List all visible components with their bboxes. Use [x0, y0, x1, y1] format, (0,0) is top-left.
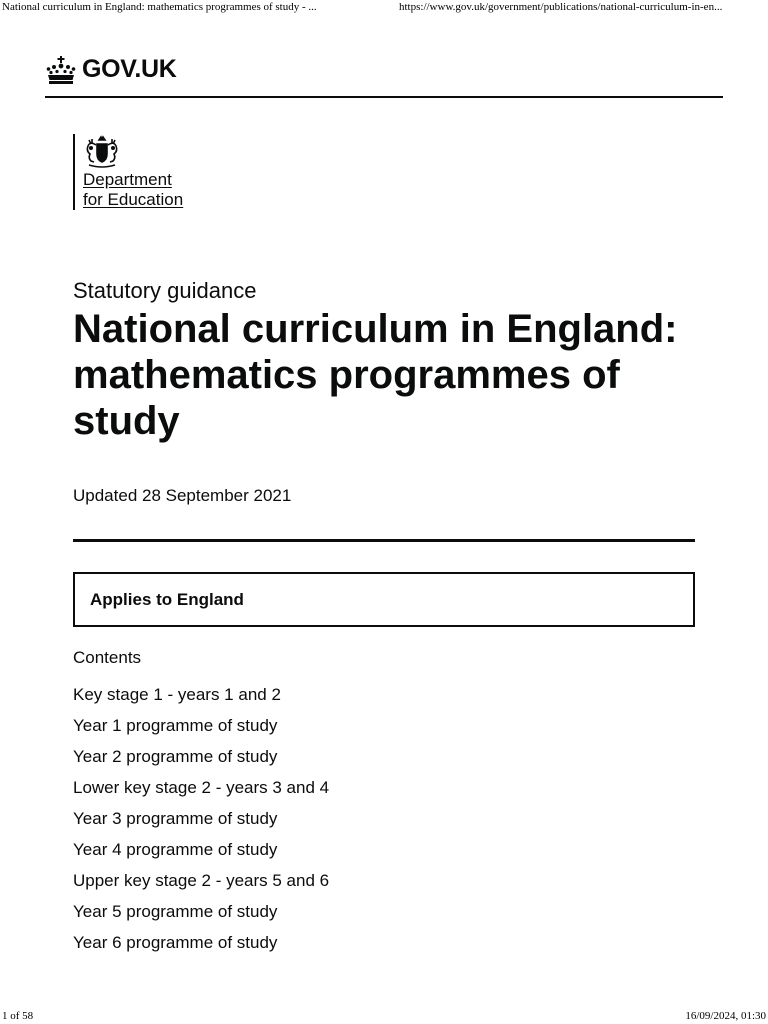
contents-list [73, 679, 329, 958]
updated-date: Updated 28 September 2021 [73, 486, 292, 505]
royal-coat-of-arms-icon [83, 135, 121, 169]
print-datetime: 16/09/2024, 01:30 [685, 1010, 766, 1022]
contents-item[interactable]: Year 1 programme of study [73, 716, 278, 735]
applies-to-label: Applies to England [90, 590, 244, 609]
organisation-name-line1: Department [83, 170, 172, 189]
govuk-header [45, 52, 723, 98]
document-type-caption: Statutory guidance [73, 278, 257, 303]
govuk-logo-link[interactable] [45, 55, 177, 84]
organisation-logo-link[interactable] [73, 134, 183, 210]
applies-to-box [73, 572, 695, 627]
print-header [0, 0, 768, 18]
page-title: National curriculum in England: mathematics programmes of study [73, 307, 678, 443]
organisation-name-line2: for Education [83, 190, 184, 209]
print-footer [0, 1008, 768, 1024]
print-page-count: 1 of 58 [2, 1010, 34, 1022]
contents-item[interactable]: Year 4 programme of study [73, 840, 278, 859]
contents-item[interactable]: Year 3 programme of study [73, 809, 278, 828]
govuk-logo-text: GOV.UK [82, 55, 177, 83]
contents-item[interactable]: Year 6 programme of study [73, 933, 278, 952]
print-url: https://www.gov.uk/government/publications/national-curriculum-in-en... [399, 1, 723, 13]
contents-heading: Contents [73, 648, 142, 667]
contents-item[interactable]: Year 5 programme of study [73, 902, 278, 921]
contents-item[interactable]: Lower key stage 2 - years 3 and 4 [73, 778, 330, 797]
print-page-title: National curriculum in England: mathematics programmes of study - ... [2, 1, 317, 13]
crown-icon [45, 56, 77, 84]
organisation-name [83, 170, 183, 210]
section-divider [73, 539, 695, 542]
contents-item[interactable]: Upper key stage 2 - years 5 and 6 [73, 871, 330, 890]
contents-item[interactable]: Year 2 programme of study [73, 747, 278, 766]
contents-item[interactable]: Key stage 1 - years 1 and 2 [73, 685, 281, 704]
